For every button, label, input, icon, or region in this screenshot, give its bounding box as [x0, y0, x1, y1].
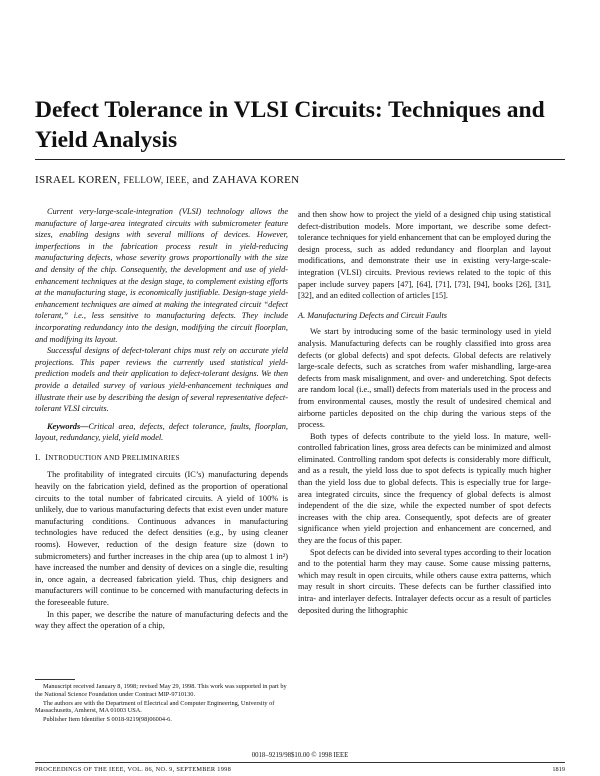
section-heading-introduction: I. INTRODUCTION AND PRELIMINARIES — [35, 452, 180, 462]
abstract-paragraph: Successful designs of defect-tolerant chips must rely on accurate yield projections. This paper reviews the currently used statistical yield-prediction models and their application to defect-tolerant designs. We then provide a detailed survey of various yield-enhancement techniques and illustrate their use by describing the design of several representative defect-tolerant VLSI circuits. — [35, 346, 288, 414]
body-paragraph: In this paper, we describe the nature of manufacturing defects and the way they affect the operation of a chip, — [35, 609, 288, 631]
title-rule-top — [35, 159, 565, 160]
abstract — [35, 206, 288, 415]
subsection-heading: A. Manufacturing Defects and Circuit Faults — [298, 310, 448, 320]
footnote-rule — [35, 679, 75, 680]
body-paragraph: Both types of defects contribute to the yield loss. In mature, well-controlled fabrication lines, gross area defects can be minimized and almost eliminated. Controlling random spot defects is considerably more difficult, and as a result, the yield loss due to spot defects is typically much higher than the yield loss due to global defects. This is especially true for large-area integrated circuits, since the frequency of global defects is almost independent of the die size, while the expected number of spot defects increases with the chip area. Consequently, spot defects are of greater significance when yield projection and enhancement are concerned, and they are the focus of this paper. — [298, 431, 551, 546]
page-number: 1819 — [552, 766, 565, 773]
author-1-title: FELLOW, IEEE, — [123, 175, 190, 185]
keywords — [35, 421, 288, 444]
body-paragraph: We start by introducing some of the basic terminology used in yield analysis. Manufacturing defects can be roughly classified into gross area defects (or global defects) and spot defects. Global defects are relatively large-scale defects, such as scratches from wafer mishandling, large-area defects from mask misalignment, and over- and underetching. Spot defects are random local (i.e., small) defects from materials used in the process and from environmental causes, mostly the result of undesired chemical and airborne particles deposited on the chip during the various steps of the process. — [298, 327, 551, 430]
issn-line: 0018–9219/98$10.00 © 1998 IEEE — [251, 752, 349, 759]
body-paragraph: and then show how to project the yield of a designed chip using statistical defect-distribution models. More important, we describe some defect-tolerance techniques for yield enhancement that can be employed during the design process, such as added redundancy and floorplan and layout modifications, and demonstrate their use in existing very-large-scale-integration (VLSI) circuits. Previous reviews related to the topic of this paper include survey papers [47], [64], [71], [73], [94], books [26], [31], [32], and an edited collection of articles [15]. — [298, 210, 551, 301]
journal-footer: PROCEEDINGS OF THE IEEE, VOL. 86, NO. 9, SEPTEMBER 1998 — [35, 766, 232, 773]
right-column — [298, 209, 551, 616]
footnotes — [35, 683, 288, 725]
keywords-label: Keywords— — [47, 421, 89, 431]
author-conjunction: and — [192, 174, 210, 186]
abstract-paragraph: Current very-large-scale-integration (VLSI) technology allows the manufacture of large-area integrated circuits with submicrometer feature sizes, enabling designs with several millions of devices. However, imperfections in the fabrication process result in yield-reducing manufacturing defects, whose severity grows proportionally with the size and density of the chip. Consequently, the development and use of yield-enhancement techniques at the design stage, to complement existing efforts at the manufacturing stage, is economically justifiable. Design-stage yield-enhancement techniques are aimed at making the integrated circuit “defect tolerant,” i.e., less sensitive to manufacturing defects. They include incorporating redundancy into the design, modifying the circuit floorplan, and modifying its layout. — [35, 207, 288, 344]
footnote: Manuscript received January 8, 1998; revised May 29, 1998. This work was supported in part by the National Science Foundation under Contract MIP-9710130. — [35, 683, 287, 698]
footer-rule — [35, 762, 565, 763]
author-2: ZAHAVA KOREN — [212, 174, 300, 186]
footnote: The authors are with the Department of Electrical and Computer Engineering, University of Massachusetts, Amherst, MA 01003 USA. — [35, 699, 275, 715]
body-paragraph: The profitability of integrated circuits (IC’s) manufacturing depends heavily on the fabrication yield, defined as the proportion of operational circuits to the total number of fabricated circuits. A yield of 100% is unlikely, due to various manufacturing defects that exist even under mature manufacturing conditions. Continuous advances in manufacturing technologies have reduced the defect densities (e.g., by using cleaner rooms). However, reduction of the design feature size (down to submicrometers) and further increases in the chip area (up to almost 1 in²) have increased the number and density of devices on a single die, resulting in, once again, a decreased fabrication yield. Thus, chip designers and manufacturers will continue to be concerned with manufacturing defects in the foreseeable future. — [35, 470, 288, 607]
body-paragraph: Spot defects can be divided into several types according to their location and to the potential harm they may cause. Some cause missing patterns, which may result in open circuits, while others cause extra patterns, which may result in short circuits. These defects can be further classified into intra- and interlayer defects. Intralayer defects occur as a result of particles deposited during the lithographic — [298, 547, 551, 615]
footnote: Publisher Item Identifier S 0018-9219(98)06004-6. — [43, 716, 172, 724]
author-1: ISRAEL KOREN, — [35, 174, 121, 186]
paper-title: Defect Tolerance in VLSI Circuits: Techniques and Yield Analysis — [35, 97, 545, 153]
author-line — [35, 174, 299, 186]
left-column — [35, 206, 288, 632]
keywords-text: Critical area, defects, defect tolerance, faults, floorplan, layout, redundancy, yield, yield model. — [35, 421, 288, 443]
